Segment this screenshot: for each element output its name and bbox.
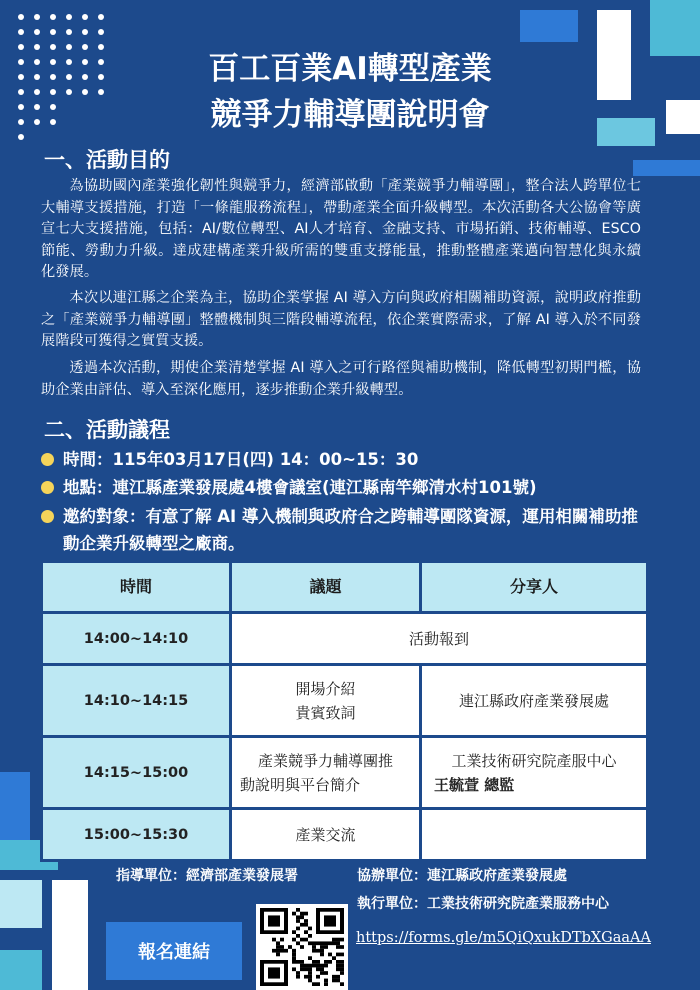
event-audience bbox=[41, 503, 651, 557]
deco-dot bbox=[66, 29, 72, 35]
register-button[interactable]: 報名連結 bbox=[106, 922, 242, 980]
deco-dot bbox=[98, 14, 104, 20]
agenda-speaker-org: 工業技術研究院產服中心 bbox=[451, 751, 617, 770]
deco-block-top-6 bbox=[633, 160, 700, 176]
deco-dot bbox=[18, 29, 24, 35]
section1-heading: 一、活動目的 bbox=[44, 148, 170, 172]
agenda-time: 14:00~14:10 bbox=[42, 613, 231, 665]
bullet-icon bbox=[41, 510, 54, 523]
agenda-topic bbox=[231, 665, 421, 737]
executor-unit: 執行單位：工業技術研究院產業服務中心 bbox=[357, 896, 609, 912]
bullet-icon bbox=[41, 481, 54, 494]
deco-dot bbox=[18, 14, 24, 20]
agenda-table bbox=[40, 560, 649, 862]
deco-dot bbox=[82, 29, 88, 35]
agenda-topic-line-1: 產業競爭力輔導團推 bbox=[257, 751, 393, 770]
agenda-topic: 產業交流 bbox=[231, 809, 421, 861]
event-time-text: 時間：115年03月17日(四) 14：00~15：30 bbox=[63, 450, 419, 469]
page-title bbox=[0, 48, 700, 136]
qr-code-image bbox=[260, 908, 344, 986]
deco-dot bbox=[34, 29, 40, 35]
agenda-topic-line-1: 開場介紹 bbox=[295, 679, 356, 698]
deco-dot bbox=[82, 14, 88, 20]
agenda-speaker-empty bbox=[421, 809, 648, 861]
deco-dot bbox=[98, 29, 104, 35]
co-organizer-unit: 協辦單位：連江縣政府產業發展處 bbox=[357, 868, 567, 884]
agenda-speaker-name: 王毓萱 總監 bbox=[434, 775, 515, 794]
agenda-topic: 活動報到 bbox=[231, 613, 648, 665]
section1-paragraph-1: 為協助國內產業強化韌性與競爭力，經濟部啟動「產業競爭力輔導團」，整合法人跨單位七大輔導支援措施，打造「一條龍服務流程」，帶動產業全面升級轉型。本次活動各大公協會等廣宣七大支援措施，包括：AI/數位轉型、AI人才培育、金融支持、市場拓銷、技術輔導、ESCO節能、勞動力升級。達成建構產業升級所需的雙重支撐能量，推動整體產業邁向智慧化與永續化發展。 bbox=[41, 178, 641, 280]
deco-block-left-4 bbox=[52, 880, 88, 990]
deco-block-top-1 bbox=[520, 10, 578, 42]
title-line-2: 競爭力輔導團說明會 bbox=[210, 97, 490, 133]
deco-dot bbox=[50, 29, 56, 35]
table-row bbox=[42, 665, 648, 737]
table-row bbox=[42, 809, 648, 861]
agenda-header-speaker: 分享人 bbox=[421, 562, 648, 613]
agenda-header-topic: 議題 bbox=[231, 562, 421, 613]
agenda-header-time: 時間 bbox=[42, 562, 231, 613]
agenda-topic-line-2: 動說明與平台簡介 bbox=[240, 775, 361, 794]
deco-block-left-3 bbox=[0, 880, 42, 928]
agenda-time: 14:10~14:15 bbox=[42, 665, 231, 737]
event-place-text: 地點：連江縣產業發展處4樓會議室(連江縣南竿鄉清水村101號) bbox=[63, 478, 537, 497]
event-time bbox=[41, 446, 651, 473]
deco-block-left-5 bbox=[0, 950, 42, 990]
agenda-header-row bbox=[42, 562, 648, 613]
deco-dot bbox=[34, 14, 40, 20]
agenda-speaker bbox=[421, 737, 648, 809]
registration-link[interactable]: https://forms.gle/m5QiQxukDTbXGaaAA bbox=[356, 930, 651, 946]
agenda-speaker bbox=[421, 665, 648, 737]
agenda-time: 15:00~15:30 bbox=[42, 809, 231, 861]
agenda-topic-line-2: 貴賓致詞 bbox=[295, 703, 356, 722]
guide-unit: 指導單位：經濟部產業發展署 bbox=[116, 868, 298, 884]
section1-paragraph-2: 本次以連江縣之企業為主，協助企業掌握 AI 導入方向與政府相關補助資源，說明政府推動之「產業競爭力輔導團」整體機制與三階段輔導流程，依企業實際需求，了解 AI 導入於不同發展階段可獲得之實質支援。 bbox=[41, 290, 641, 349]
deco-dot bbox=[66, 14, 72, 20]
deco-block-left-1 bbox=[0, 772, 30, 840]
bullet-icon bbox=[41, 453, 54, 466]
event-audience-text: 邀約對象：有意了解 AI 導入機制與政府合之跨輔導團隊資源，運用相關補助推動企業升級轉型之廠商。 bbox=[63, 507, 638, 553]
agenda-speaker-org: 連江縣政府產業發展處 bbox=[458, 691, 609, 710]
deco-dot bbox=[50, 14, 56, 20]
title-line-1: 百工百業AI轉型產業 bbox=[208, 51, 492, 87]
section1-paragraph-3: 透過本次活動，期使企業清楚掌握 AI 導入之可行路徑與補助機制，降低轉型初期門檻，協助企業由評估、導入至深化應用，逐步推動企業升級轉型。 bbox=[41, 360, 641, 398]
table-row bbox=[42, 737, 648, 809]
event-place bbox=[41, 474, 651, 501]
agenda-topic bbox=[231, 737, 421, 809]
table-row bbox=[42, 613, 648, 665]
agenda-time: 14:15~15:00 bbox=[42, 737, 231, 809]
qr-code bbox=[256, 904, 348, 990]
section2-heading: 二、活動議程 bbox=[44, 418, 170, 442]
